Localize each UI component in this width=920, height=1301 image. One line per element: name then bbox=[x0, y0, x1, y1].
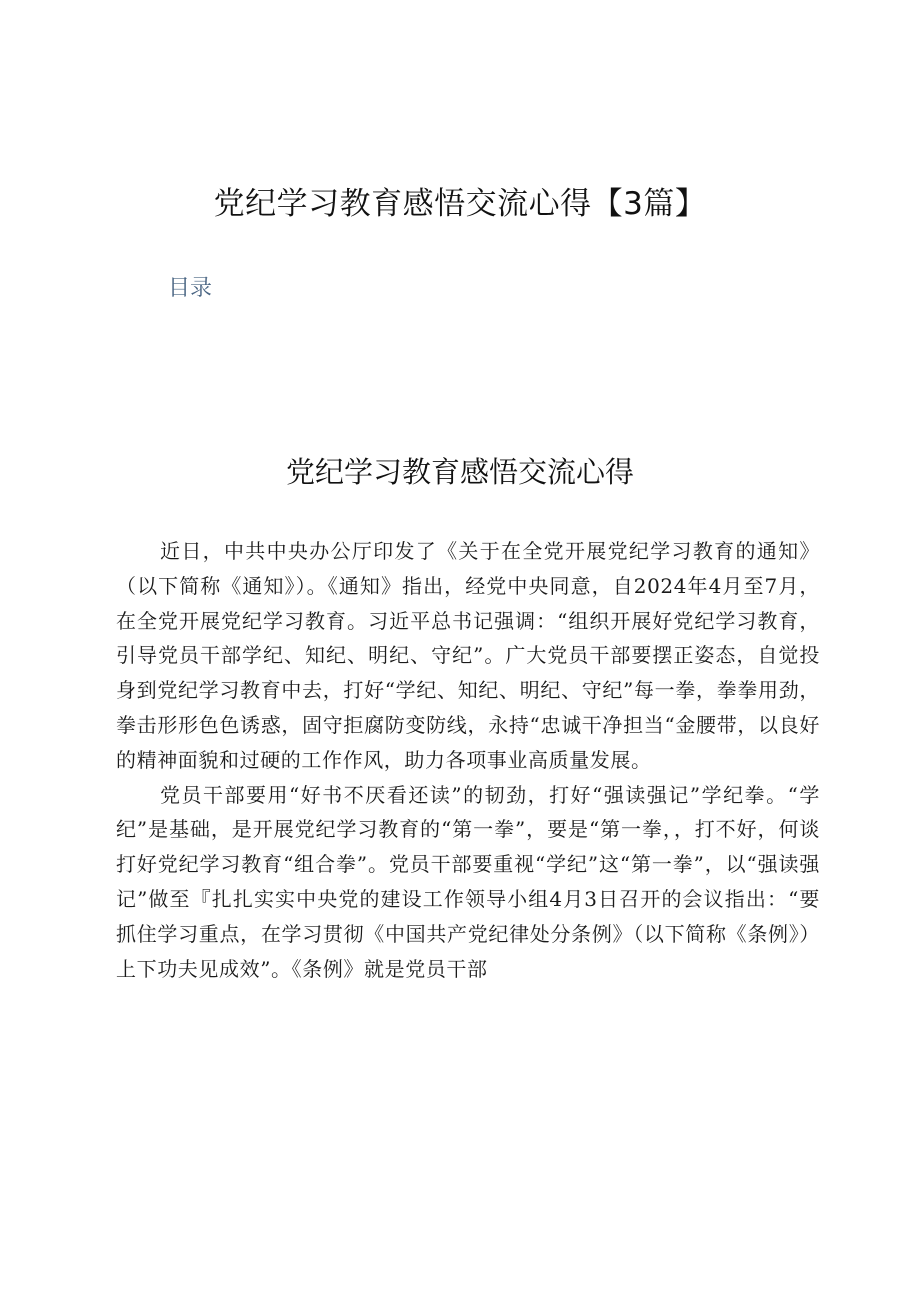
paragraph-2: 党员干部要用“好书不厌看还读”的韧劲，打好“强读强记”学纪拳。“学纪”是基础，是开展党纪学习教育的“第一拳”，要是“第一拳，，打不好，何谈打好党纪学习教育“组合拳”。党员干部要重视“学纪”这“第一拳”，以“强读强记”做至『扎扎实实中央党的建设工作领导小组4月3日召开的会议指出：“要抓住学习重点，在学习贯彻《中国共产党纪律处分条例》（以下简称《条例》）上下功夫见成效”。《条例》就是党员干部 bbox=[116, 782, 820, 981]
table-of-contents-link[interactable]: 目录 bbox=[168, 276, 213, 301]
paragraph-1: 近日，中共中央办公厅印发了《关于在全党开展党纪学习教育的通知》（以下简称《通知》）。《通知》指出，经党中央同意，自2024年4月至7月，在全党开展党纪学习教育。习近平总书记强调：“组织开展好党纪学习教育，引导党员干部学纪、知纪、明纪、守纪”。广大党员干部要摆正姿态，自觉投身到党纪学习教育中去，打好“学纪、知纪、明纪、守纪”每一拳，拳拳用劲，拳击形形色色诱惑，固守拒腐防变防线，永持“忠诚干净担当“金腰带，以良好的精神面貌和过硬的工作作风，助力各项事业高质量发展。 bbox=[116, 539, 820, 772]
body-text bbox=[116, 534, 820, 986]
document-title: 党纪学习教育感悟交流心得【3篇】 bbox=[213, 186, 707, 222]
section-title: 党纪学习教育感悟交流心得 bbox=[285, 455, 634, 489]
